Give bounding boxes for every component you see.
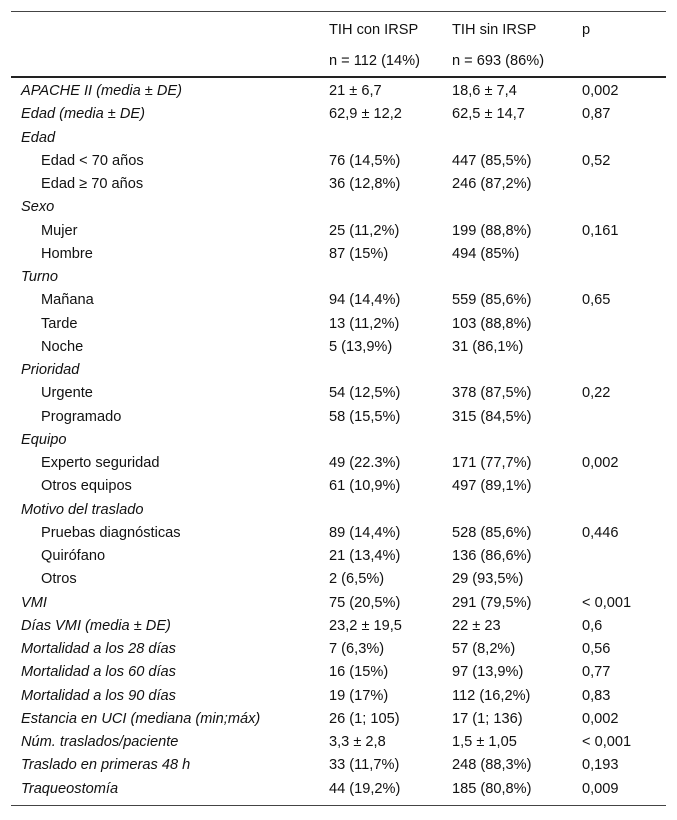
cell-sin: 22 ± 23	[452, 617, 501, 634]
cell-sin: 559 (85,6%)	[452, 292, 532, 309]
row-label: Motivo del traslado	[21, 501, 144, 518]
cell-p	[578, 475, 666, 498]
cell-sin: 103 (88,8%)	[452, 315, 532, 332]
table-row	[11, 289, 666, 312]
table-row	[11, 336, 666, 359]
cell-con: 62,9 ± 12,2	[329, 106, 402, 123]
cell-con: 21 (13,4%)	[329, 548, 401, 565]
cell-p	[578, 499, 666, 522]
cell-con: 19 (17%)	[329, 687, 389, 704]
cell-sin	[448, 127, 578, 150]
cell-sin: 18,6 ± 7,4	[452, 83, 517, 100]
table-row	[11, 522, 666, 545]
cell-p: 0,009	[578, 778, 666, 806]
cell-p	[578, 429, 666, 452]
cell-con	[325, 499, 448, 522]
row-label: Días VMI (media ± DE)	[21, 617, 171, 634]
cell-p	[578, 173, 666, 196]
row-label: Experto seguridad	[41, 455, 160, 472]
header-row-groups	[11, 12, 666, 47]
cell-p: 0,22	[582, 385, 611, 402]
table-row	[11, 313, 666, 336]
table-row	[11, 638, 666, 661]
table-row	[11, 731, 666, 754]
cell-p: 0,56	[582, 641, 611, 658]
cell-p: 0,446	[582, 524, 619, 541]
cell-con: 2 (6,5%)	[329, 571, 385, 588]
cell-p: < 0,001	[582, 734, 632, 751]
cell-sin	[448, 196, 578, 219]
table-row	[11, 475, 666, 498]
cell-con	[325, 127, 448, 150]
row-label: Mortalidad a los 28 días	[21, 641, 176, 658]
table-row	[11, 661, 666, 684]
header-n-con: n = 112 (14%)	[325, 46, 448, 77]
table-body	[11, 77, 666, 805]
row-label: Pruebas diagnósticas	[41, 524, 181, 541]
cell-con: 16 (15%)	[329, 664, 389, 681]
table-row	[11, 592, 666, 615]
table-row	[11, 708, 666, 731]
cell-p: 0,87	[582, 106, 611, 123]
cell-con: 54 (12,5%)	[329, 385, 401, 402]
table-row	[11, 127, 666, 150]
table-row	[11, 150, 666, 173]
row-label: Traqueostomía	[11, 778, 325, 806]
header-p-value: p	[578, 12, 666, 47]
cell-p: 0,161	[582, 222, 619, 239]
table-header	[11, 12, 666, 78]
row-label: Núm. traslados/paciente	[21, 734, 179, 751]
header-blank	[11, 46, 325, 77]
cell-sin: 378 (87,5%)	[452, 385, 532, 402]
cell-p	[578, 545, 666, 568]
cell-con: 23,2 ± 19,5	[329, 617, 402, 634]
cell-p	[578, 243, 666, 266]
table-row	[11, 382, 666, 405]
table-row	[11, 452, 666, 475]
row-label: VMI	[21, 594, 47, 611]
cell-sin: 1,5 ± 1,05	[452, 734, 517, 751]
cell-sin: 57 (8,2%)	[452, 641, 516, 658]
cell-sin: 291 (79,5%)	[452, 594, 532, 611]
table-row	[11, 685, 666, 708]
cell-sin: 248 (88,3%)	[452, 757, 532, 774]
cell-p: 0,002	[582, 455, 619, 472]
row-label: Otros equipos	[41, 478, 132, 495]
cell-con: 13 (11,2%)	[329, 315, 400, 332]
row-label: Prioridad	[21, 362, 80, 379]
cell-sin: 97 (13,9%)	[452, 664, 524, 681]
cell-con: 76 (14,5%)	[329, 152, 401, 169]
table-row	[11, 499, 666, 522]
cell-p	[578, 568, 666, 591]
cell-con: 49 (22.3%)	[329, 455, 401, 472]
row-label: Edad ≥ 70 años	[41, 176, 144, 193]
cell-con: 33 (11,7%)	[329, 757, 400, 774]
cell-con	[325, 429, 448, 452]
table-row	[11, 77, 666, 103]
cell-p	[578, 406, 666, 429]
cell-con: 89 (14,4%)	[329, 524, 401, 541]
table-row	[11, 406, 666, 429]
cell-con: 25 (11,2%)	[329, 222, 400, 239]
cell-con: 3,3 ± 2,8	[329, 734, 386, 751]
row-label: Traslado en primeras 48 h	[21, 757, 191, 774]
cell-p: 0,6	[582, 617, 603, 634]
cell-p: 0,83	[582, 687, 611, 704]
cell-con	[325, 266, 448, 289]
row-label: Tarde	[41, 315, 78, 332]
cell-sin	[448, 499, 578, 522]
table-row	[11, 778, 666, 806]
cell-p: 0,193	[582, 757, 619, 774]
row-label: Sexo	[21, 199, 55, 216]
cell-sin: 171 (77,7%)	[452, 455, 532, 472]
cell-sin: 62,5 ± 14,7	[452, 106, 525, 123]
cell-con: 58 (15,5%)	[329, 408, 401, 425]
cell-con: 61 (10,9%)	[329, 478, 401, 495]
cell-con	[325, 359, 448, 382]
cell-con: 44 (19,2%)	[325, 778, 448, 806]
table-row	[11, 173, 666, 196]
header-tih-sin-irsp: TIH sin IRSP	[448, 12, 578, 47]
cell-sin: 246 (87,2%)	[452, 176, 532, 193]
cell-p: 0,002	[582, 83, 619, 100]
cell-sin: 315 (84,5%)	[452, 408, 532, 425]
cell-con	[325, 196, 448, 219]
header-row-counts	[11, 46, 666, 77]
cell-p	[578, 196, 666, 219]
cell-p: 0,65	[582, 292, 611, 309]
cell-con: 87 (15%)	[329, 245, 389, 262]
cell-p	[578, 336, 666, 359]
cell-sin: 112 (16,2%)	[452, 687, 531, 704]
cell-sin: 17 (1; 136)	[452, 710, 523, 727]
row-label: Equipo	[21, 431, 67, 448]
cell-sin: 528 (85,6%)	[452, 524, 532, 541]
header-blank	[578, 46, 666, 77]
row-label: APACHE II (media ± DE)	[21, 83, 183, 100]
row-label: Programado	[41, 408, 122, 425]
row-label: Edad < 70 años	[41, 152, 144, 169]
row-label: Estancia en UCI (mediana (min;máx)	[21, 710, 261, 727]
table-row	[11, 754, 666, 777]
cell-sin: 494 (85%)	[452, 245, 520, 262]
table-row	[11, 266, 666, 289]
cell-sin	[448, 429, 578, 452]
comparison-table	[11, 11, 666, 806]
table-row	[11, 196, 666, 219]
row-label: Noche	[41, 338, 84, 355]
header-tih-con-irsp: TIH con IRSP	[325, 12, 448, 47]
row-label: Mujer	[41, 222, 78, 239]
cell-sin: 185 (80,8%)	[448, 778, 578, 806]
cell-sin: 199 (88,8%)	[452, 222, 532, 239]
cell-p: < 0,001	[582, 594, 632, 611]
table-row	[11, 545, 666, 568]
cell-p: 0,77	[582, 664, 611, 681]
cell-con: 7 (6,3%)	[329, 641, 385, 658]
table-row	[11, 359, 666, 382]
cell-sin: 29 (93,5%)	[452, 571, 524, 588]
row-label: Quirófano	[41, 548, 106, 565]
cell-con: 21 ± 6,7	[329, 83, 382, 100]
cell-sin: 447 (85,5%)	[452, 152, 532, 169]
header-n-sin: n = 693 (86%)	[448, 46, 578, 77]
table-row	[11, 220, 666, 243]
cell-con: 5 (13,9%)	[329, 338, 393, 355]
row-label: Edad	[21, 129, 56, 146]
cell-p	[578, 266, 666, 289]
table-row	[11, 568, 666, 591]
cell-sin: 497 (89,1%)	[452, 478, 532, 495]
cell-sin	[448, 359, 578, 382]
cell-p	[578, 127, 666, 150]
cell-p	[578, 313, 666, 336]
row-label: Mañana	[41, 292, 94, 309]
row-label: Otros	[41, 571, 77, 588]
data-table-container	[11, 11, 666, 806]
row-label: Turno	[21, 269, 59, 286]
header-blank	[11, 12, 325, 47]
cell-con: 94 (14,4%)	[329, 292, 401, 309]
cell-con: 26 (1; 105)	[329, 710, 400, 727]
table-row	[11, 103, 666, 126]
cell-p	[578, 359, 666, 382]
cell-p: 0,002	[582, 710, 619, 727]
table-row	[11, 615, 666, 638]
row-label: Hombre	[41, 245, 93, 262]
row-label: Edad (media ± DE)	[21, 106, 145, 123]
cell-con: 36 (12,8%)	[329, 176, 401, 193]
cell-sin	[448, 266, 578, 289]
cell-sin: 31 (86,1%)	[452, 338, 524, 355]
row-label: Urgente	[41, 385, 93, 402]
cell-sin: 136 (86,6%)	[452, 548, 532, 565]
cell-con: 75 (20,5%)	[329, 594, 401, 611]
table-row	[11, 429, 666, 452]
table-row	[11, 243, 666, 266]
row-label: Mortalidad a los 60 días	[21, 664, 176, 681]
row-label: Mortalidad a los 90 días	[21, 687, 176, 704]
cell-p: 0,52	[582, 152, 611, 169]
